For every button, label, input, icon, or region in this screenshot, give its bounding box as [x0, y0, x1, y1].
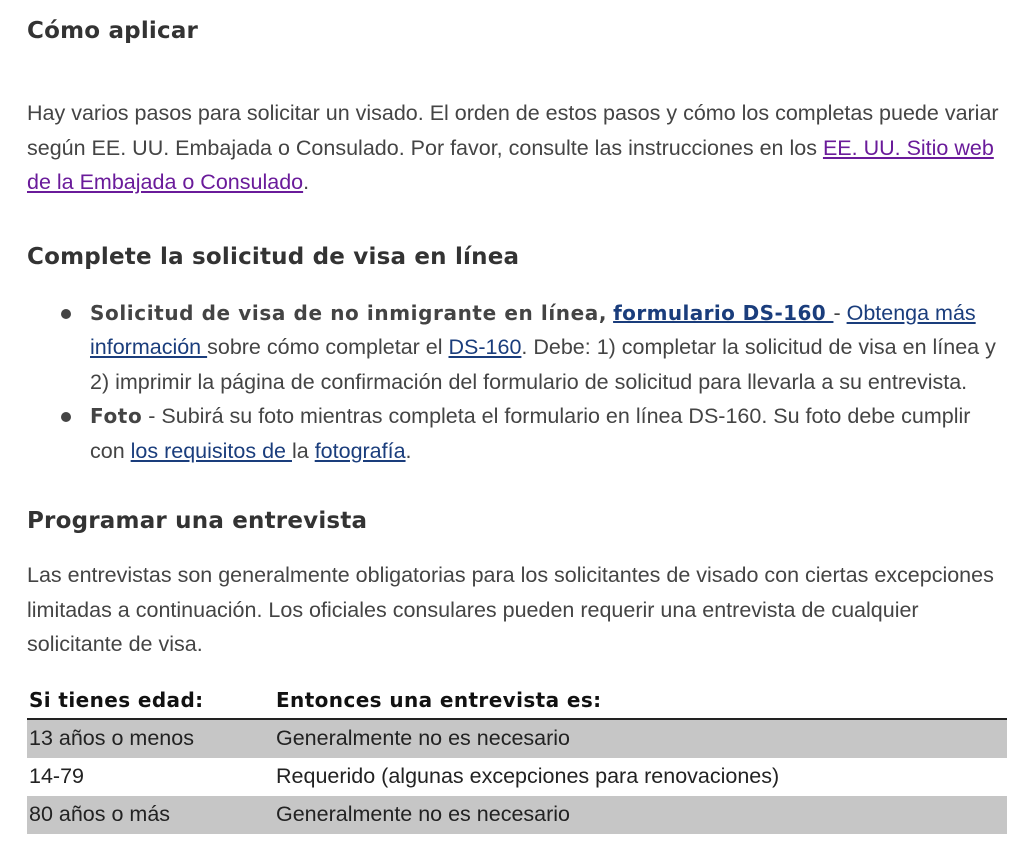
table-row: [27, 796, 1007, 834]
ds160-separator: -: [833, 300, 847, 325]
section-title-complete: Complete la solicitud de visa en línea: [27, 243, 520, 270]
photo-text-end: .: [405, 438, 412, 463]
table-row: [27, 719, 1007, 758]
table-cell-age: 13 años o menos: [27, 719, 274, 758]
interview-requirements-table: [27, 682, 1007, 834]
table-cell-age: 14-79: [29, 764, 84, 788]
photo-requirements-link[interactable]: los requisitos de: [130, 438, 292, 463]
ds160-form-link[interactable]: formulario DS-160: [613, 300, 834, 325]
list-item-ds160: [90, 296, 1007, 400]
schedule-paragraph: Las entrevistas son generalmente obligatorias para los solicitantes de visado con ciertas excepciones limitadas a continuación. Los oficiales consulares pueden requerir una entrevista de cualquier solicitante de visa.: [27, 563, 994, 656]
photography-link[interactable]: fotografía: [314, 438, 406, 463]
photo-label: Foto: [90, 404, 143, 428]
table-cell-interview: Generalmente no es necesario: [274, 719, 1007, 758]
apply-paragraph: [27, 96, 1007, 200]
application-steps-list: [27, 296, 1007, 469]
table-header-age: Si tienes edad:: [27, 682, 274, 719]
apply-text: Hay varios pasos para solicitar un visado. El orden de estos pasos y cómo los completas puede variar según EE. UU. Embajada o Consulado. Por favor, consulte las instrucciones en los: [27, 101, 999, 160]
table-header-interview: Entonces una entrevista es:: [274, 682, 1007, 719]
ds160-text-end: . Debe: 1) completar la solicitud de visa en línea y 2) imprimir la página de confirmación del formulario de solicitud para llevarla a su entrevista.: [90, 335, 996, 394]
section-title-apply: Cómo aplicar: [27, 18, 199, 44]
list-item-photo: [90, 399, 1007, 468]
table-cell-interview: Requerido (algunas excepciones para renovaciones): [276, 764, 780, 788]
ds160-text: sobre cómo completar el: [207, 335, 449, 359]
ds160-label: Solicitud de visa de no inmigrante en línea,: [90, 300, 608, 325]
table-cell-interview: Generalmente no es necesario: [274, 796, 1007, 834]
table-cell-age: 80 años o más: [27, 796, 274, 834]
apply-text-end: .: [303, 170, 310, 194]
ds160-link[interactable]: DS-160: [448, 335, 522, 359]
photo-text-la: la: [291, 438, 315, 463]
table-row: [27, 758, 1007, 796]
more-info-link[interactable]: Obtenga más información: [90, 300, 976, 359]
table-header-row: [27, 682, 1007, 719]
section-title-schedule: Programar una entrevista: [27, 508, 368, 534]
photo-text: - Subirá su foto mientras completa el formulario en línea DS-160. Su foto debe cumplir con: [90, 404, 971, 463]
embassy-website-link[interactable]: EE. UU. Sitio web de la Embajada o Consulado: [27, 135, 994, 194]
